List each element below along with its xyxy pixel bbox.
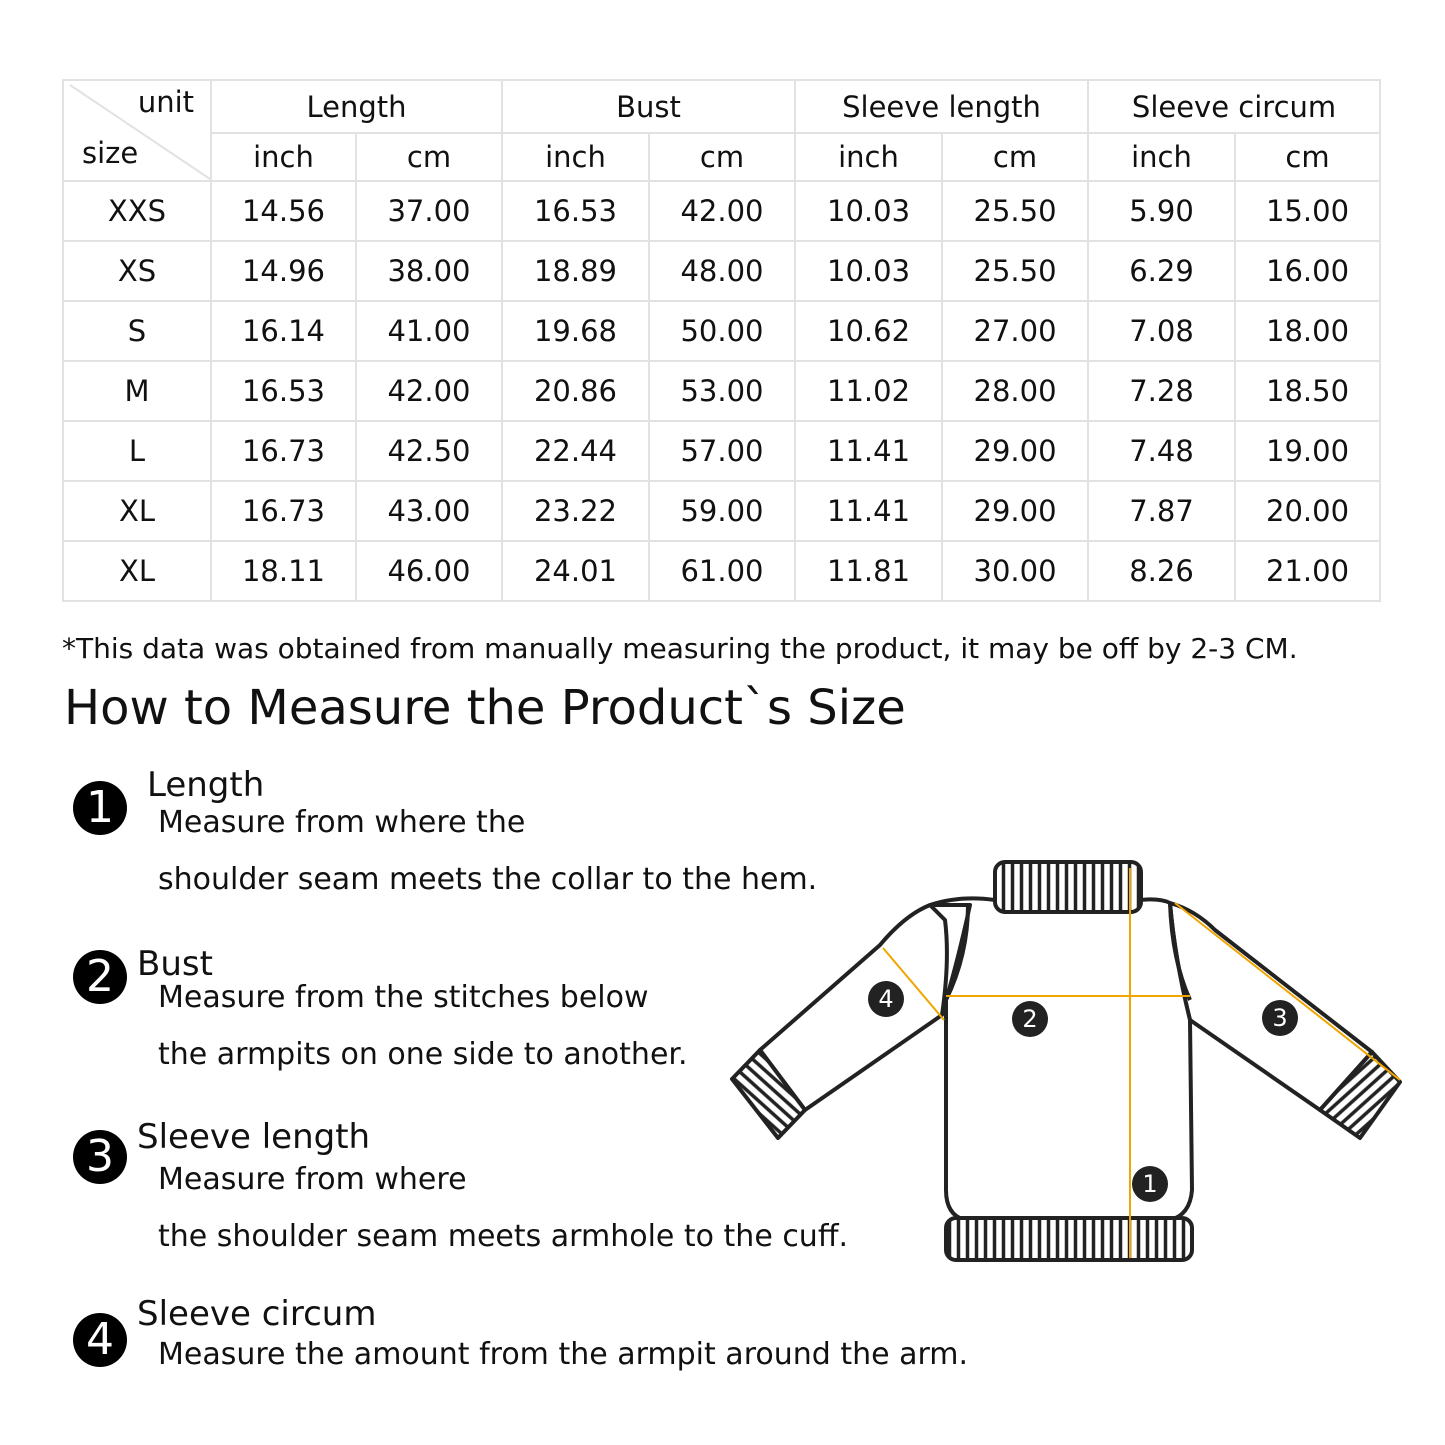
measurement-note: *This data was obtained from manually measuring the product, it may be off by 2-3 CM.	[62, 632, 1298, 665]
corner-unit-label: unit	[137, 85, 194, 119]
table-cell: 14.56	[211, 181, 356, 241]
step-4-title: Sleeve circum	[137, 1294, 377, 1334]
group-header-sleeve-circum: Sleeve circum	[1088, 80, 1380, 133]
size-cell: XL	[63, 481, 211, 541]
table-cell: 42.00	[356, 361, 502, 421]
marker-4-label: 4	[878, 985, 894, 1013]
table-cell: 42.50	[356, 421, 502, 481]
table-cell: 29.00	[942, 481, 1088, 541]
table-cell: 18.89	[502, 241, 649, 301]
table-cell: 14.96	[211, 241, 356, 301]
table-cell: 23.22	[502, 481, 649, 541]
table-cell: 15.00	[1235, 181, 1380, 241]
table-cell: 10.03	[795, 241, 942, 301]
table-cell: 18.00	[1235, 301, 1380, 361]
table-cell: 19.00	[1235, 421, 1380, 481]
table-cell: 7.87	[1088, 481, 1235, 541]
table-cell: 6.29	[1088, 241, 1235, 301]
hem-band	[946, 1218, 1192, 1260]
table-cell: 16.73	[211, 481, 356, 541]
table-cell: 59.00	[649, 481, 795, 541]
size-cell: XXS	[63, 181, 211, 241]
unit-header: cm	[942, 133, 1088, 181]
unit-header: cm	[1235, 133, 1380, 181]
table-cell: 16.73	[211, 421, 356, 481]
marker-1	[1132, 1166, 1168, 1202]
step-1-line-1: Measure from where the	[158, 805, 526, 840]
step-2-badge-icon: 2	[73, 950, 127, 1004]
table-cell: 10.03	[795, 181, 942, 241]
collar	[995, 862, 1141, 912]
table-cell: 18.11	[211, 541, 356, 601]
table-cell: 53.00	[649, 361, 795, 421]
table-cell: 11.41	[795, 421, 942, 481]
group-header-bust: Bust	[502, 80, 795, 133]
step-3-line-1: Measure from where	[158, 1162, 467, 1197]
table-cell: 29.00	[942, 421, 1088, 481]
left-sleeve	[760, 905, 947, 1110]
table-cell: 7.28	[1088, 361, 1235, 421]
group-header-sleeve-length: Sleeve length	[795, 80, 1088, 133]
table-cell: 25.50	[942, 241, 1088, 301]
table-cell: 16.53	[211, 361, 356, 421]
step-2-title: Bust	[137, 944, 213, 984]
unit-header: inch	[795, 133, 942, 181]
table-cell: 21.00	[1235, 541, 1380, 601]
table-cell: 11.41	[795, 481, 942, 541]
table-cell: 8.26	[1088, 541, 1235, 601]
step-3-title: Sleeve length	[137, 1117, 371, 1157]
marker-3	[1262, 1000, 1298, 1036]
table-cell: 48.00	[649, 241, 795, 301]
size-cell: M	[63, 361, 211, 421]
table-cell: 42.00	[649, 181, 795, 241]
table-cell: 5.90	[1088, 181, 1235, 241]
table-cell: 38.00	[356, 241, 502, 301]
unit-header: inch	[502, 133, 649, 181]
marker-1-label: 1	[1142, 1170, 1158, 1198]
size-cell: S	[63, 301, 211, 361]
step-3-badge-icon: 3	[73, 1130, 127, 1184]
size-cell: XL	[63, 541, 211, 601]
step-1-badge-icon: 1	[73, 781, 127, 835]
step-1-title: Length	[147, 765, 265, 805]
table-cell: 11.81	[795, 541, 942, 601]
table-cell: 16.00	[1235, 241, 1380, 301]
group-header-length: Length	[211, 80, 502, 133]
step-3-line-2: the shoulder seam meets armhole to the cuff.	[158, 1219, 849, 1254]
table-cell: 7.48	[1088, 421, 1235, 481]
table-cell: 16.14	[211, 301, 356, 361]
table-cell: 46.00	[356, 541, 502, 601]
table-cell: 16.53	[502, 181, 649, 241]
table-cell: 18.50	[1235, 361, 1380, 421]
table-cell: 24.01	[502, 541, 649, 601]
marker-3-label: 3	[1272, 1004, 1288, 1032]
size-cell: L	[63, 421, 211, 481]
table-cell: 41.00	[356, 301, 502, 361]
marker-2	[1012, 1001, 1048, 1037]
table-cell: 25.50	[942, 181, 1088, 241]
unit-header: inch	[1088, 133, 1235, 181]
step-4-line-1: Measure the amount from the armpit around the arm.	[158, 1337, 969, 1372]
table-cell: 43.00	[356, 481, 502, 541]
unit-header: inch	[211, 133, 356, 181]
unit-header: cm	[356, 133, 502, 181]
table-cell: 50.00	[649, 301, 795, 361]
marker-4	[868, 981, 904, 1017]
table-cell: 20.00	[1235, 481, 1380, 541]
table-cell: 37.00	[356, 181, 502, 241]
how-to-measure-title: How to Measure the Product`s Size	[64, 680, 906, 736]
size-cell: XS	[63, 241, 211, 301]
table-cell: 30.00	[942, 541, 1088, 601]
table-cell: 28.00	[942, 361, 1088, 421]
unit-header: cm	[649, 133, 795, 181]
table-cell: 20.86	[502, 361, 649, 421]
table-cell: 22.44	[502, 421, 649, 481]
corner-size-label: size	[82, 136, 139, 170]
step-4-badge-icon: 4	[73, 1313, 127, 1367]
table-cell: 10.62	[795, 301, 942, 361]
table-cell: 57.00	[649, 421, 795, 481]
marker-2-label: 2	[1022, 1005, 1038, 1033]
table-cell: 19.68	[502, 301, 649, 361]
table-cell: 7.08	[1088, 301, 1235, 361]
table-cell: 27.00	[942, 301, 1088, 361]
step-2-line-1: Measure from the stitches below	[158, 980, 649, 1015]
step-2-line-2: the armpits on one side to another.	[158, 1037, 688, 1072]
step-1-line-2: shoulder seam meets the collar to the hem.	[158, 862, 818, 897]
table-cell: 61.00	[649, 541, 795, 601]
table-cell: 11.02	[795, 361, 942, 421]
